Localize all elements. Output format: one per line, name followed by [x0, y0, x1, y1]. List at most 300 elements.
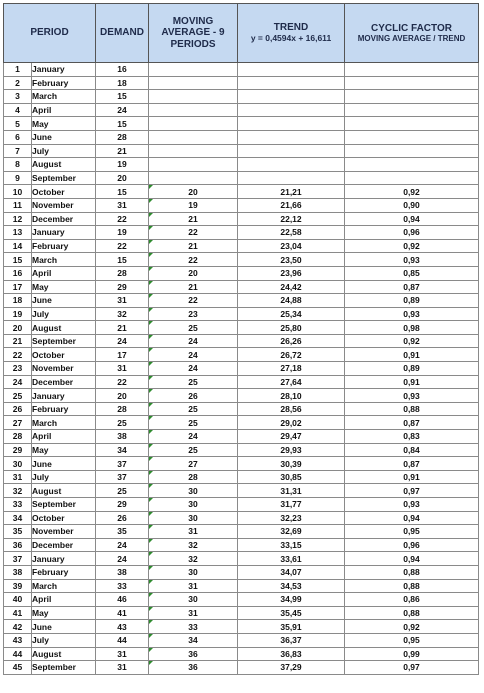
moving-average-cell[interactable]: 34	[149, 633, 238, 647]
table-row	[4, 511, 479, 525]
demand-cell[interactable]: 38	[96, 430, 149, 444]
month-cell[interactable]: October	[32, 348, 96, 362]
demand-cell[interactable]: 31	[96, 294, 149, 308]
moving-average-cell[interactable]	[149, 117, 238, 131]
moving-average-cell[interactable]	[149, 144, 238, 158]
row-number-cell[interactable]: 44	[4, 647, 32, 661]
month-cell[interactable]: February	[32, 239, 96, 253]
row-number-cell[interactable]: 13	[4, 226, 32, 240]
month-cell[interactable]: July	[32, 633, 96, 647]
trend-cell[interactable]	[238, 63, 345, 77]
demand-cell[interactable]: 34	[96, 443, 149, 457]
row-number-cell[interactable]: 25	[4, 389, 32, 403]
month-cell[interactable]: June	[32, 620, 96, 634]
row-number-cell[interactable]: 22	[4, 348, 32, 362]
demand-cell[interactable]: 24	[96, 538, 149, 552]
table-row	[4, 63, 479, 77]
cyclic-factor-cell[interactable]: 0,93	[345, 253, 479, 267]
trend-cell[interactable]	[238, 144, 345, 158]
moving-average-cell[interactable]: 27	[149, 457, 238, 471]
cyclic-factor-cell[interactable]: 0,93	[345, 307, 479, 321]
cyclic-factor-cell[interactable]: 0,97	[345, 484, 479, 498]
row-number-cell[interactable]: 11	[4, 198, 32, 212]
month-cell[interactable]: July	[32, 144, 96, 158]
cyclic-factor-cell[interactable]: 0,85	[345, 266, 479, 280]
demand-cell[interactable]: 15	[96, 117, 149, 131]
month-cell[interactable]: October	[32, 185, 96, 199]
moving-average-cell[interactable]: 25	[149, 375, 238, 389]
row-number-cell[interactable]: 14	[4, 239, 32, 253]
month-cell[interactable]: April	[32, 430, 96, 444]
row-number-cell[interactable]: 42	[4, 620, 32, 634]
trend-cell[interactable]	[238, 130, 345, 144]
row-number-cell[interactable]: 17	[4, 280, 32, 294]
row-number-cell[interactable]: 12	[4, 212, 32, 226]
cyclic-factor-cell[interactable]	[345, 90, 479, 104]
month-cell[interactable]: September	[32, 498, 96, 512]
trend-cell[interactable]: 36,83	[238, 647, 345, 661]
demand-cell[interactable]: 37	[96, 457, 149, 471]
cyclic-factor-formula: MOVING AVERAGE / TREND	[357, 34, 466, 44]
cyclic-factor-cell[interactable]: 0,84	[345, 443, 479, 457]
row-number-cell[interactable]: 18	[4, 294, 32, 308]
period-header[interactable]	[4, 4, 96, 63]
month-cell[interactable]: March	[32, 579, 96, 593]
month-cell[interactable]: November	[32, 198, 96, 212]
month-cell[interactable]: June	[32, 457, 96, 471]
demand-cell[interactable]: 38	[96, 565, 149, 579]
row-number-cell[interactable]: 6	[4, 130, 32, 144]
month-cell[interactable]: May	[32, 606, 96, 620]
trend-cell[interactable]: 34,99	[238, 593, 345, 607]
cyclic-factor-cell[interactable]: 0,89	[345, 362, 479, 376]
demand-cell[interactable]: 15	[96, 253, 149, 267]
table-row	[4, 198, 479, 212]
demand-cell[interactable]: 26	[96, 511, 149, 525]
moving-average-cell[interactable]	[149, 103, 238, 117]
table-row	[4, 525, 479, 539]
cyclic-factor-cell[interactable]: 0,93	[345, 498, 479, 512]
cyclic-factor-cell[interactable]: 0,92	[345, 239, 479, 253]
cyclic-factor-cell[interactable]: 0,87	[345, 457, 479, 471]
row-number-cell[interactable]: 15	[4, 253, 32, 267]
moving-average-cell[interactable]: 21	[149, 239, 238, 253]
month-cell[interactable]: January	[32, 226, 96, 240]
cyclic-factor-cell[interactable]: 0,92	[345, 334, 479, 348]
month-cell[interactable]: January	[32, 552, 96, 566]
moving-average-cell[interactable]: 30	[149, 593, 238, 607]
moving-average-cell[interactable]: 32	[149, 552, 238, 566]
row-number-cell[interactable]: 30	[4, 457, 32, 471]
trend-cell[interactable]	[238, 171, 345, 185]
trend-formula: y = 0,4594x + 16,611	[250, 32, 332, 43]
row-number-cell[interactable]: 24	[4, 375, 32, 389]
moving-average-cell[interactable]: 32	[149, 538, 238, 552]
row-number-cell[interactable]: 1	[4, 63, 32, 77]
demand-cell[interactable]: 29	[96, 280, 149, 294]
moving-average-cell[interactable]: 31	[149, 525, 238, 539]
trend-cell[interactable]: 23,04	[238, 239, 345, 253]
trend-cell[interactable]: 26,72	[238, 348, 345, 362]
cyclic-factor-cell[interactable]	[345, 158, 479, 172]
table-row	[4, 362, 479, 376]
demand-cell[interactable]: 41	[96, 606, 149, 620]
demand-cell[interactable]: 33	[96, 579, 149, 593]
table-row	[4, 375, 479, 389]
month-cell[interactable]: August	[32, 321, 96, 335]
cyclic-factor-cell[interactable]	[345, 130, 479, 144]
month-cell[interactable]: March	[32, 90, 96, 104]
row-number-cell[interactable]: 37	[4, 552, 32, 566]
moving-average-cell[interactable]: 24	[149, 362, 238, 376]
moving-average-cell[interactable]: 30	[149, 484, 238, 498]
table-row	[4, 144, 479, 158]
cyclic-factor-cell[interactable]: 0,97	[345, 661, 479, 675]
trend-cell[interactable]: 24,42	[238, 280, 345, 294]
moving-average-cell[interactable]: 36	[149, 647, 238, 661]
trend-cell[interactable]	[238, 90, 345, 104]
moving-average-cell[interactable]	[149, 158, 238, 172]
moving-average-cell[interactable]: 33	[149, 620, 238, 634]
table-row	[4, 647, 479, 661]
trend-cell[interactable]: 27,64	[238, 375, 345, 389]
moving-average-cell[interactable]	[149, 63, 238, 77]
cyclic-factor-cell[interactable]: 0,95	[345, 633, 479, 647]
demand-cell[interactable]: 35	[96, 525, 149, 539]
row-number-cell[interactable]: 41	[4, 606, 32, 620]
demand-cell[interactable]: 24	[96, 552, 149, 566]
row-number-cell[interactable]: 26	[4, 402, 32, 416]
moving-average-cell[interactable]: 22	[149, 294, 238, 308]
trend-cell[interactable]: 25,80	[238, 321, 345, 335]
trend-cell[interactable]: 28,56	[238, 402, 345, 416]
moving-average-cell[interactable]: 24	[149, 334, 238, 348]
row-number-cell[interactable]: 29	[4, 443, 32, 457]
table-row	[4, 103, 479, 117]
row-number-cell[interactable]: 39	[4, 579, 32, 593]
trend-cell[interactable]: 23,50	[238, 253, 345, 267]
trend-cell[interactable]: 36,37	[238, 633, 345, 647]
demand-cell[interactable]: 25	[96, 416, 149, 430]
cyclic-factor-cell[interactable]: 0,95	[345, 525, 479, 539]
moving-average-cell[interactable]: 30	[149, 498, 238, 512]
demand-cell[interactable]: 17	[96, 348, 149, 362]
trend-cell[interactable]: 21,21	[238, 185, 345, 199]
trend-cell[interactable]: 24,88	[238, 294, 345, 308]
month-cell[interactable]: May	[32, 117, 96, 131]
moving-average-cell[interactable]: 22	[149, 226, 238, 240]
trend-cell[interactable]: 29,47	[238, 430, 345, 444]
cyclic-factor-cell[interactable]: 0,93	[345, 389, 479, 403]
month-cell[interactable]: February	[32, 76, 96, 90]
demand-cell[interactable]: 43	[96, 620, 149, 634]
trend-cell[interactable]: 30,39	[238, 457, 345, 471]
row-number-cell[interactable]: 31	[4, 470, 32, 484]
month-cell[interactable]: September	[32, 171, 96, 185]
row-number-cell[interactable]: 32	[4, 484, 32, 498]
trend-cell[interactable]: 33,61	[238, 552, 345, 566]
moving-average-cell[interactable]: 26	[149, 389, 238, 403]
trend-cell[interactable]: 28,10	[238, 389, 345, 403]
moving-average-cell[interactable]: 36	[149, 661, 238, 675]
month-cell[interactable]: June	[32, 294, 96, 308]
row-number-cell[interactable]: 28	[4, 430, 32, 444]
trend-cell[interactable]: 26,26	[238, 334, 345, 348]
demand-cell[interactable]: 31	[96, 362, 149, 376]
cyclic-factor-cell[interactable]: 0,98	[345, 321, 479, 335]
cyclic-factor-cell[interactable]: 0,96	[345, 538, 479, 552]
demand-header[interactable]	[96, 4, 149, 63]
trend-cell[interactable]: 37,29	[238, 661, 345, 675]
trend-cell[interactable]	[238, 158, 345, 172]
demand-cell[interactable]: 28	[96, 266, 149, 280]
demand-cell[interactable]: 24	[96, 103, 149, 117]
demand-cell[interactable]: 46	[96, 593, 149, 607]
demand-cell[interactable]: 37	[96, 470, 149, 484]
row-number-cell[interactable]: 35	[4, 525, 32, 539]
trend-cell[interactable]: 21,66	[238, 198, 345, 212]
table-row	[4, 416, 479, 430]
demand-cell[interactable]: 16	[96, 63, 149, 77]
table-row	[4, 593, 479, 607]
cyclic-factor-cell[interactable]: 0,94	[345, 552, 479, 566]
moving-average-cell[interactable]: 20	[149, 185, 238, 199]
demand-cell[interactable]: 20	[96, 171, 149, 185]
trend-cell[interactable]: 33,15	[238, 538, 345, 552]
table-row	[4, 430, 479, 444]
month-cell[interactable]: December	[32, 538, 96, 552]
month-cell[interactable]: December	[32, 375, 96, 389]
month-cell[interactable]: November	[32, 362, 96, 376]
moving-average-cell[interactable]: 21	[149, 212, 238, 226]
demand-cell[interactable]: 24	[96, 334, 149, 348]
row-number-cell[interactable]: 43	[4, 633, 32, 647]
month-cell[interactable]: April	[32, 103, 96, 117]
row-number-cell[interactable]: 2	[4, 76, 32, 90]
row-number-cell[interactable]: 16	[4, 266, 32, 280]
moving-average-cell[interactable]: 31	[149, 579, 238, 593]
moving-average-cell[interactable]	[149, 171, 238, 185]
cyclic-factor-cell[interactable]	[345, 171, 479, 185]
cyclic-factor-cell[interactable]: 0,94	[345, 511, 479, 525]
row-number-cell[interactable]: 45	[4, 661, 32, 675]
cyclic-factor-cell[interactable]: 0,91	[345, 470, 479, 484]
demand-cell[interactable]: 31	[96, 661, 149, 675]
row-number-cell[interactable]: 10	[4, 185, 32, 199]
moving-average-cell[interactable]: 25	[149, 416, 238, 430]
moving-average-cell[interactable]: 21	[149, 280, 238, 294]
row-number-cell[interactable]: 3	[4, 90, 32, 104]
demand-cell[interactable]: 22	[96, 375, 149, 389]
month-cell[interactable]: October	[32, 511, 96, 525]
row-number-cell[interactable]: 4	[4, 103, 32, 117]
demand-cell[interactable]: 21	[96, 144, 149, 158]
moving-average-header[interactable]	[149, 4, 238, 63]
trend-cell[interactable]	[238, 117, 345, 131]
moving-average-cell[interactable]: 30	[149, 565, 238, 579]
cyclic-factor-cell[interactable]: 0,83	[345, 430, 479, 444]
month-cell[interactable]: March	[32, 416, 96, 430]
demand-cell[interactable]: 28	[96, 402, 149, 416]
table-row	[4, 552, 479, 566]
trend-cell[interactable]: 23,96	[238, 266, 345, 280]
month-cell[interactable]: May	[32, 443, 96, 457]
trend-cell[interactable]	[238, 76, 345, 90]
row-number-cell[interactable]: 19	[4, 307, 32, 321]
demand-cell[interactable]: 31	[96, 198, 149, 212]
cyclic-factor-cell[interactable]	[345, 117, 479, 131]
demand-cell[interactable]: 28	[96, 130, 149, 144]
table-row	[4, 606, 479, 620]
trend-cell[interactable]	[238, 103, 345, 117]
demand-cell[interactable]: 44	[96, 633, 149, 647]
moving-average-cell[interactable]: 19	[149, 198, 238, 212]
cyclic-factor-cell[interactable]: 0,92	[345, 185, 479, 199]
month-cell[interactable]: July	[32, 307, 96, 321]
demand-cell[interactable]: 18	[96, 76, 149, 90]
demand-cell[interactable]: 31	[96, 647, 149, 661]
trend-cell[interactable]: 25,34	[238, 307, 345, 321]
row-number-cell[interactable]: 38	[4, 565, 32, 579]
moving-average-cell[interactable]: 24	[149, 348, 238, 362]
cyclic-factor-cell[interactable]: 0,87	[345, 416, 479, 430]
month-cell[interactable]: August	[32, 158, 96, 172]
moving-average-cell[interactable]: 25	[149, 321, 238, 335]
trend-cell[interactable]: 31,31	[238, 484, 345, 498]
row-number-cell[interactable]: 5	[4, 117, 32, 131]
table-row	[4, 579, 479, 593]
month-cell[interactable]: August	[32, 647, 96, 661]
month-cell[interactable]: April	[32, 593, 96, 607]
moving-average-cell[interactable]: 20	[149, 266, 238, 280]
demand-cell[interactable]: 25	[96, 484, 149, 498]
month-cell[interactable]: August	[32, 484, 96, 498]
cyclic-factor-cell[interactable]: 0,90	[345, 198, 479, 212]
trend-cell[interactable]: 30,85	[238, 470, 345, 484]
month-cell[interactable]: July	[32, 470, 96, 484]
demand-cell[interactable]: 29	[96, 498, 149, 512]
moving-average-cell[interactable]	[149, 76, 238, 90]
month-cell[interactable]: January	[32, 63, 96, 77]
trend-cell[interactable]: 34,53	[238, 579, 345, 593]
moving-average-cell[interactable]: 25	[149, 402, 238, 416]
trend-cell[interactable]: 29,02	[238, 416, 345, 430]
cyclic-factor-cell[interactable]	[345, 103, 479, 117]
moving-average-cell[interactable]: 23	[149, 307, 238, 321]
month-cell[interactable]: September	[32, 661, 96, 675]
month-cell[interactable]: March	[32, 253, 96, 267]
trend-cell[interactable]: 22,12	[238, 212, 345, 226]
cyclic-factor-cell[interactable]: 0,94	[345, 212, 479, 226]
month-cell[interactable]: December	[32, 212, 96, 226]
demand-cell[interactable]: 15	[96, 90, 149, 104]
row-number-cell[interactable]: 21	[4, 334, 32, 348]
cyclic-factor-cell[interactable]: 0,91	[345, 348, 479, 362]
table-row	[4, 334, 479, 348]
trend-header[interactable]	[238, 4, 345, 63]
demand-cell[interactable]: 19	[96, 158, 149, 172]
demand-cell[interactable]: 22	[96, 239, 149, 253]
demand-cell[interactable]: 20	[96, 389, 149, 403]
month-cell[interactable]: February	[32, 565, 96, 579]
cyclic-factor-cell[interactable]: 0,86	[345, 593, 479, 607]
trend-cell[interactable]: 29,93	[238, 443, 345, 457]
trend-cell[interactable]: 34,07	[238, 565, 345, 579]
row-number-cell[interactable]: 7	[4, 144, 32, 158]
moving-average-cell[interactable]: 24	[149, 430, 238, 444]
demand-cell[interactable]: 15	[96, 185, 149, 199]
moving-average-cell[interactable]: 22	[149, 253, 238, 267]
cyclic-factor-cell[interactable]	[345, 63, 479, 77]
row-number-cell[interactable]: 33	[4, 498, 32, 512]
row-number-cell[interactable]: 36	[4, 538, 32, 552]
moving-average-cell[interactable]: 25	[149, 443, 238, 457]
row-number-cell[interactable]: 23	[4, 362, 32, 376]
cyclic-factor-cell[interactable]: 0,87	[345, 280, 479, 294]
cyclic-factor-cell[interactable]: 0,88	[345, 565, 479, 579]
cyclic-factor-cell[interactable]: 0,88	[345, 606, 479, 620]
trend-header-label: TREND	[273, 22, 309, 34]
trend-cell[interactable]: 31,77	[238, 498, 345, 512]
table-row	[4, 266, 479, 280]
row-number-cell[interactable]: 34	[4, 511, 32, 525]
moving-average-cell[interactable]: 28	[149, 470, 238, 484]
cyclic-factor-cell[interactable]: 0,96	[345, 226, 479, 240]
cyclic-factor-cell[interactable]	[345, 76, 479, 90]
moving-average-cell[interactable]	[149, 90, 238, 104]
demand-cell[interactable]: 32	[96, 307, 149, 321]
month-cell[interactable]: January	[32, 389, 96, 403]
month-cell[interactable]: February	[32, 402, 96, 416]
month-cell[interactable]: November	[32, 525, 96, 539]
table-row	[4, 171, 479, 185]
table-row	[4, 620, 479, 634]
row-number-cell[interactable]: 40	[4, 593, 32, 607]
cyclic-factor-cell[interactable]: 0,88	[345, 579, 479, 593]
cyclic-factor-header[interactable]	[345, 4, 479, 63]
table-row	[4, 117, 479, 131]
trend-cell[interactable]: 32,69	[238, 525, 345, 539]
trend-cell[interactable]: 22,58	[238, 226, 345, 240]
row-number-cell[interactable]: 8	[4, 158, 32, 172]
trend-cell[interactable]: 32,23	[238, 511, 345, 525]
demand-cell[interactable]: 22	[96, 212, 149, 226]
row-number-cell[interactable]: 9	[4, 171, 32, 185]
trend-cell[interactable]: 27,18	[238, 362, 345, 376]
row-number-cell[interactable]: 20	[4, 321, 32, 335]
cyclic-factor-cell[interactable]: 0,99	[345, 647, 479, 661]
cyclic-factor-cell[interactable]	[345, 144, 479, 158]
month-cell[interactable]: April	[32, 266, 96, 280]
cyclic-factor-cell[interactable]: 0,88	[345, 402, 479, 416]
cyclic-factor-cell[interactable]: 0,92	[345, 620, 479, 634]
cyclic-factor-cell[interactable]: 0,91	[345, 375, 479, 389]
demand-cell[interactable]: 19	[96, 226, 149, 240]
month-cell[interactable]: June	[32, 130, 96, 144]
trend-cell[interactable]: 35,45	[238, 606, 345, 620]
moving-average-cell[interactable]: 31	[149, 606, 238, 620]
cyclic-factor-cell[interactable]: 0,89	[345, 294, 479, 308]
month-cell[interactable]: May	[32, 280, 96, 294]
moving-average-cell[interactable]: 30	[149, 511, 238, 525]
table-row	[4, 239, 479, 253]
trend-cell[interactable]: 35,91	[238, 620, 345, 634]
month-cell[interactable]: September	[32, 334, 96, 348]
row-number-cell[interactable]: 27	[4, 416, 32, 430]
demand-cell[interactable]: 21	[96, 321, 149, 335]
table-row	[4, 661, 479, 675]
moving-average-cell[interactable]	[149, 130, 238, 144]
